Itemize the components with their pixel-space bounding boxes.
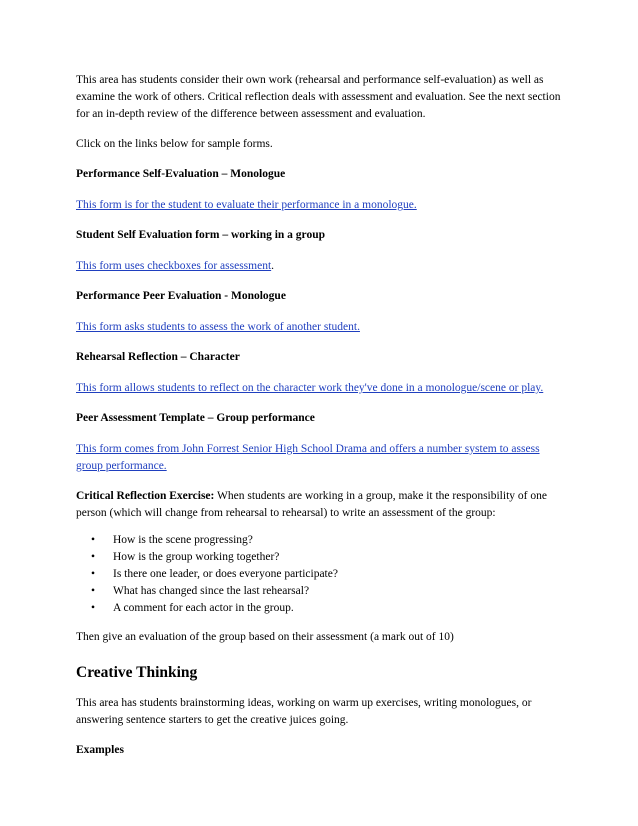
bullet-icon: • <box>91 602 96 614</box>
list-item: • A comment for each actor in the group. <box>113 600 568 617</box>
exercise-text: When students are working in a group, make it the responsibility of one person (which will change from rehearsal to rehearsal) to write an assessment of the group: <box>76 490 547 519</box>
form-link-self-eval-monologue[interactable]: This form is for the student to evaluate their performance in a monologue. <box>76 199 417 211</box>
exercise-closing: Then give an evaluation of the group based on their assessment (a mark out of 10) <box>76 631 454 643</box>
list-item: • What has changed since the last rehearsal? <box>113 583 568 600</box>
form-link-peer-eval-monologue[interactable]: This form asks students to assess the work of another student. <box>76 321 360 333</box>
creative-paragraph: This area has students brainstorming ideas, working on warm up exercises, writing monologues, or answering sentence starters to get the creative juices going. <box>76 697 532 726</box>
exercise-question-list <box>76 532 568 617</box>
form-heading-rehearsal-reflection: Rehearsal Reflection – Character <box>76 351 240 363</box>
document-page <box>76 72 568 773</box>
list-item: • How is the group working together? <box>113 549 568 566</box>
form-heading-peer-eval-monologue: Performance Peer Evaluation - Monologue <box>76 290 286 302</box>
section-title-creative-thinking: Creative Thinking <box>76 664 198 681</box>
bullet-icon: • <box>91 585 96 597</box>
intro-paragraph: This area has students consider their own work (rehearsal and performance self-evaluation) as well as examine the work of others. Critical reflection deals with assessment and evaluation. See the next section for an in-depth review of the difference between assessment and evaluation. <box>76 74 561 120</box>
bullet-icon: • <box>91 568 96 580</box>
exercise-paragraph <box>76 488 568 522</box>
form-heading-self-eval-monologue: Performance Self-Evaluation – Monologue <box>76 168 286 180</box>
form-heading-peer-assessment: Peer Assessment Template – Group performance <box>76 412 315 424</box>
form-link-rehearsal-reflection[interactable]: This form allows students to reflect on the character work they've done in a monologue/scene or play. <box>76 382 544 394</box>
form-link-suffix: . <box>271 260 275 272</box>
bullet-icon: • <box>91 534 96 546</box>
list-item: • How is the scene progressing? <box>113 532 568 549</box>
click-instructions: Click on the links below for sample forms. <box>76 138 273 150</box>
form-link-peer-assessment[interactable]: This form comes from John Forrest Senior High School Drama and offers a number system to assess group performance. <box>76 443 540 472</box>
form-link-self-eval-group[interactable]: This form uses checkboxes for assessment <box>76 260 272 272</box>
bullet-icon: • <box>91 551 96 563</box>
list-item: • Is there one leader, or does everyone participate? <box>113 566 568 583</box>
form-link-line-self-eval-group <box>76 258 568 275</box>
exercise-label: Critical Reflection Exercise: <box>76 490 215 502</box>
form-heading-self-eval-group: Student Self Evaluation form – working in a group <box>76 229 325 241</box>
examples-label: Examples <box>76 744 124 756</box>
